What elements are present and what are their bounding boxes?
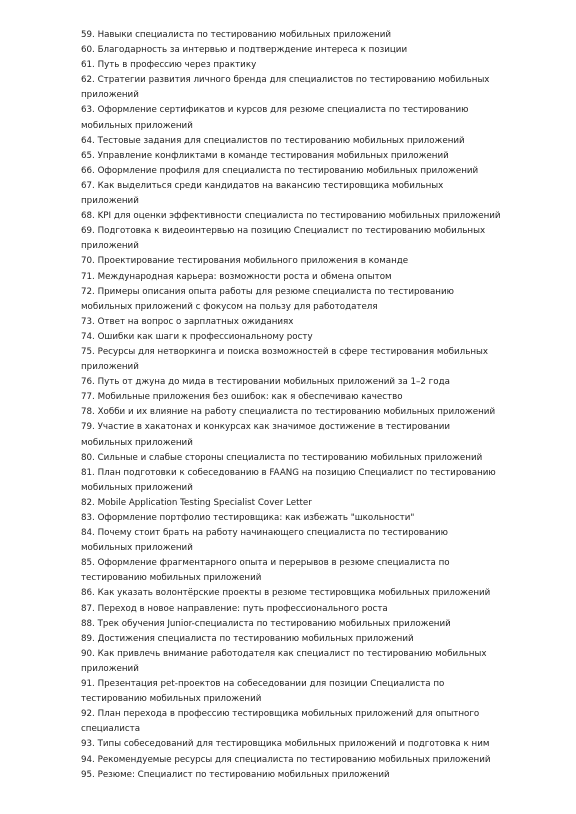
list-item: 75. Ресурсы для нетворкинга и поиска возможностей в сфере тестирования мобильных приложений: [81, 346, 489, 373]
list-item: 69. Подготовка к видеоинтервью на позицию Специалист по тестированию мобильных приложений: [81, 226, 486, 252]
list-item: 64. Тестовые задания для специалистов по тестированию мобильных приложений: [81, 135, 465, 146]
list-item: 72. Примеры описания опыта работы для резюме специалиста по тестированию мобильных приложений с фокусом на пользу для работодателя: [81, 286, 454, 312]
list-item: 76. Путь от джуна до мида в тестировании мобильных приложений за 1–2 года: [81, 377, 450, 388]
list-item: 84. Почему стоит брать на работу начинающего специалиста по тестированию мобильных приложений: [81, 528, 448, 554]
list-item: 59. Навыки специалиста по тестированию мобильных приложений: [81, 30, 392, 40]
list-item: 77. Мобильные приложения без ошибок: как я обеспечиваю качество: [81, 392, 403, 403]
list-item: 87. Переход в новое направление: путь профессионального роста: [81, 603, 388, 614]
list-item: 67. Как выделиться среди кандидатов на вакансию тестировщика мобильных приложений: [81, 180, 444, 207]
list-item: 94. Рекомендуемые ресурсы для специалиста по тестированию мобильных приложений: [81, 754, 491, 765]
list-item: 85. Оформление фрагментарного опыта и перерывов в резюме специалиста по тестированию мобильных приложений: [81, 558, 450, 584]
list-item: 73. Ответ на вопрос о зарплатных ожиданиях: [81, 316, 294, 327]
list-item: 83. Оформление портфолио тестировщика: как избежать "школьности": [81, 513, 415, 523]
list-item: 66. Оформление профиля для специалиста по тестированию мобильных приложений: [81, 165, 479, 176]
list-item: 71. Международная карьера: возможности роста и обмена опытом: [81, 271, 392, 282]
list-item: 91. Презентация pet-проектов на собеседовании для позиции Специалиста по тестированию мобильных приложений: [81, 679, 445, 705]
list-item: 68. KPI для оценки эффективности специалиста по тестированию мобильных приложений: [81, 211, 501, 222]
list-item: 95. Резюме: Специалист по тестированию мобильных приложений: [81, 769, 390, 780]
list-item: 63. Оформление сертификатов и курсов для резюме специалиста по тестированию мобильных приложений: [81, 105, 469, 131]
list-item: 80. Сильные и слабые стороны специалиста по тестированию мобильных приложений: [81, 452, 483, 463]
numbered-list: [81, 28, 501, 783]
list-item: 74. Ошибки как шаги к профессиональному росту: [81, 331, 313, 342]
list-item: 88. Трек обучения Junior-специалиста по тестированию мобильных приложений: [81, 618, 451, 629]
list-item: 78. Хобби и их влияние на работу специалиста по тестированию мобильных приложений: [81, 407, 496, 418]
list-item: 65. Управление конфликтами в команде тестирования мобильных приложений: [81, 150, 449, 161]
list-item: 93. Типы собеседований для тестировщика мобильных приложений и подготовка к ним: [81, 739, 490, 750]
list-item: 82. Mobile Application Testing Specialist Cover Letter: [81, 497, 312, 508]
list-item: 61. Путь в профессию через практику: [81, 60, 257, 71]
list-item: 81. План подготовки к собеседованию в FAANG на позицию Специалист по тестированию мобильных приложений: [81, 467, 496, 493]
list-item: 90. Как привлечь внимание работодателя как специалист по тестированию мобильных приложений: [81, 648, 487, 674]
list-item: 62. Стратегии развития личного бренда для специалистов по тестированию мобильных приложений: [81, 75, 490, 101]
list-item: 92. План перехода в профессию тестировщика мобильных приложений для опытного специалиста: [81, 709, 480, 735]
list-item: 79. Участие в хакатонах и конкурсах как значимое достижение в тестировании мобильных приложений: [81, 422, 451, 448]
list-item: 60. Благодарность за интервью и подтверждение интереса к позиции: [81, 45, 408, 56]
list-item: 89. Достижения специалиста по тестированию мобильных приложений: [81, 633, 414, 644]
list-item: 86. Как указать волонтёрские проекты в резюме тестировщика мобильных приложений: [81, 588, 491, 599]
list-item: 70. Проектирование тестирования мобильного приложения в команде: [81, 256, 409, 267]
